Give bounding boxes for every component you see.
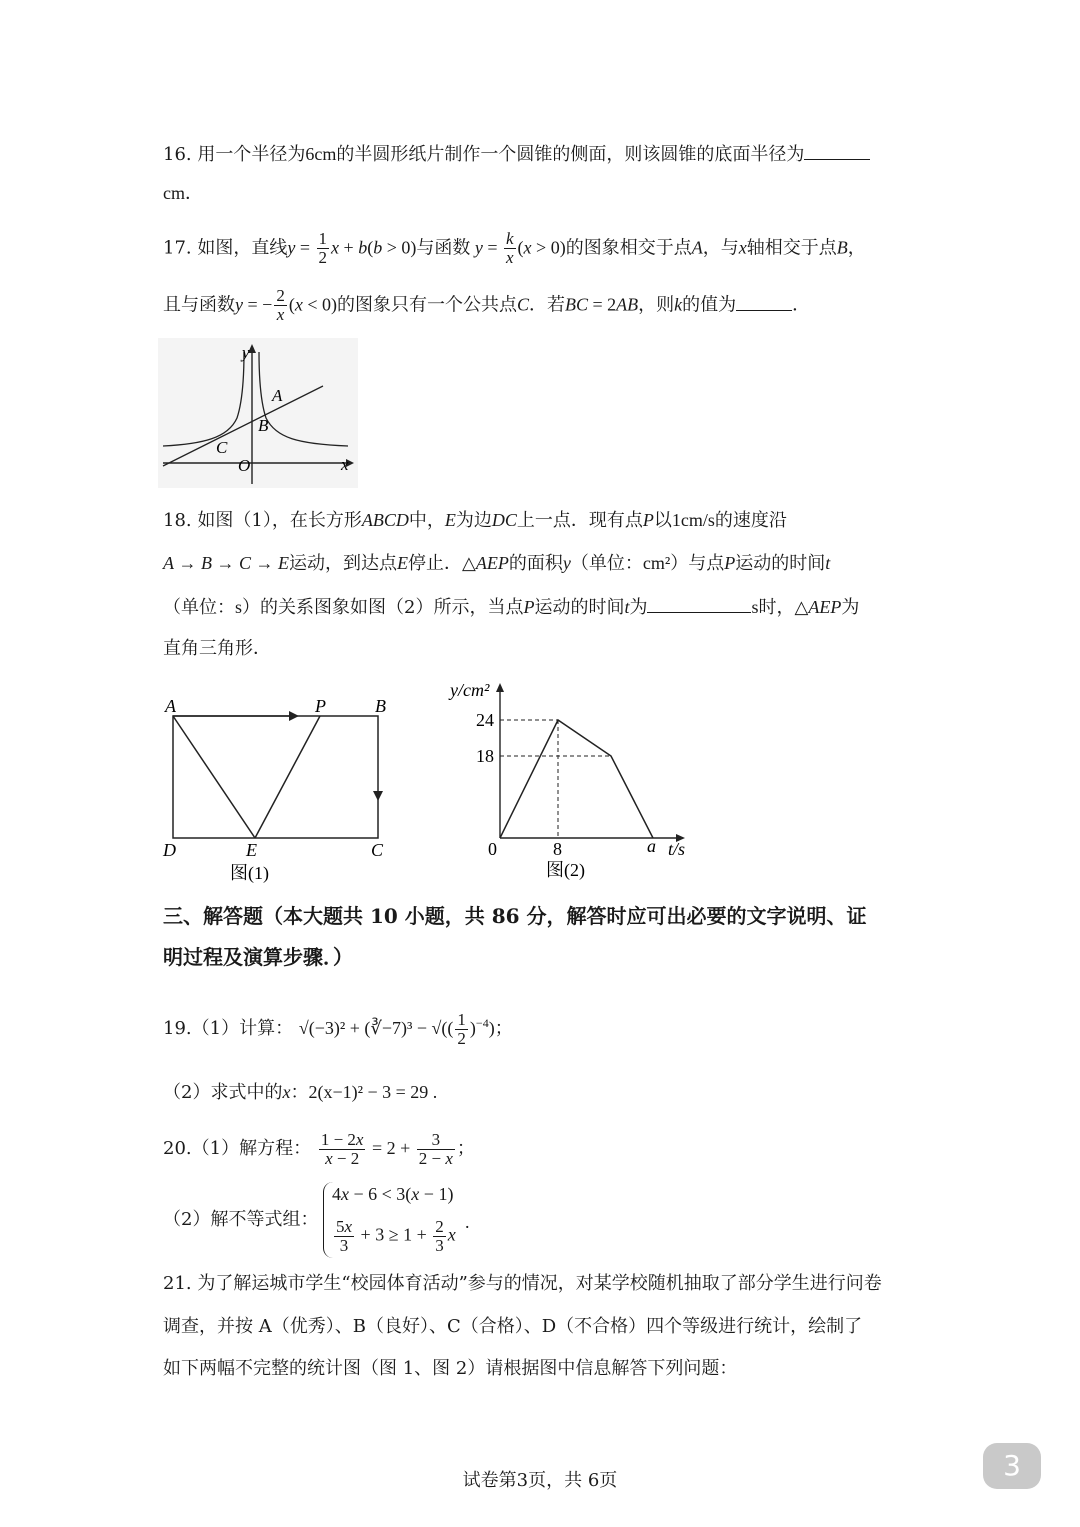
- q17-text-f: 且与函数: [163, 294, 235, 316]
- q17-number: 17.: [163, 237, 192, 259]
- q21-line2: 调查，并按 A（优秀）、B（良好）、C（合格）、D（不合格）四个等级进行统计，绘制了: [163, 1316, 863, 1337]
- q18-number: 18.: [163, 510, 192, 531]
- fig17-label-c: C: [216, 438, 228, 457]
- fig17-label-b: B: [258, 416, 269, 435]
- q20-number: 20.: [163, 1138, 192, 1159]
- q18-text-o: 运动的时间: [534, 597, 625, 618]
- q16-line2: [163, 181, 203, 206]
- q21-text-1: 为了解运城市学生“校园体育活动”参与的情况，对某学校随机抽取了部分学生进行问卷: [197, 1273, 882, 1294]
- fig17-label-y: y: [242, 343, 250, 362]
- q17-text-e: 轴相交于点: [746, 237, 837, 259]
- q18-line2: A → B → C → E运动，到达点E停止．△AEP的面积y（单位：cm²）与点P运动的时间t: [163, 553, 831, 574]
- q20-line1: 20.（1）解方程： $\frac{1 - 2x}{x - 2}$ = 2 + $\frac{3}{2 - x}$ ；: [163, 1129, 475, 1168]
- fig1-label-c: C: [371, 840, 384, 860]
- q17-text-g: 的图象只有一个公共点: [336, 294, 517, 316]
- fig2-tick-24: 24: [476, 710, 494, 730]
- q18-time-unit-2: s: [751, 597, 759, 617]
- fig2-caption: 图(2): [546, 860, 585, 880]
- fig1-label-d: D: [163, 840, 176, 860]
- q19-number: 19.: [163, 1018, 192, 1039]
- q19-part2-colon: ：: [290, 1082, 309, 1103]
- q18-text-j: （单位：: [570, 553, 643, 574]
- q20-part1-label: （1）解方程：: [191, 1138, 312, 1159]
- q18-text-i: 的面积: [508, 553, 563, 574]
- q16-text-a: 用一个半径为: [197, 144, 306, 165]
- q19-equation: 2(x−1)² − 3 = 29: [308, 1082, 429, 1102]
- q18-line1: 18. 如图（1），在长方形ABCD中，E为边DC上一点．现有点P以1cm/s的速度沿: [163, 510, 787, 531]
- page-number-badge[interactable]: 3: [983, 1443, 1041, 1489]
- q16-unit: cm．: [163, 183, 203, 203]
- q18-text-p: 为: [629, 597, 648, 618]
- q18-area-unit: cm²: [642, 553, 671, 573]
- q18-text-r: 为: [841, 597, 860, 618]
- q17-text-b: 与函数: [416, 237, 471, 259]
- fig1-caption: 图(1): [230, 863, 269, 883]
- q17-text-h: ．若: [528, 294, 565, 316]
- q20-frac-right: $\frac{3}{2 - x}$: [418, 1129, 453, 1168]
- fig2-t-label: t/s: [668, 839, 686, 859]
- fig2-tick-8: 8: [553, 839, 562, 859]
- q17-text-c: 的图象相交于点: [565, 237, 692, 259]
- q18-text-f: 的速度沿: [714, 510, 787, 531]
- q17-text-j: 的值为: [682, 294, 737, 316]
- q18-answer-blank[interactable]: [647, 594, 751, 613]
- q18-time-unit: s: [235, 597, 243, 617]
- q17-text-a: 如图，直线: [197, 237, 288, 259]
- q18-text-s: 直角三角形．: [163, 638, 271, 659]
- q18-text-e: 以: [653, 510, 672, 531]
- q20-part2-label: （2）解不等式组：: [163, 1209, 319, 1230]
- q19-expression: √(−3)² + (∛−7)³ − √(( $\frac{1}{2}$ )$^{-4}$): [298, 1010, 495, 1049]
- q16-line1: [163, 141, 870, 167]
- q18-text-n: ）的关系图象如图（2）所示，当点: [242, 597, 524, 618]
- fraction-1-2: $\frac{1}{2}$: [318, 229, 328, 267]
- fig1-label-b: B: [375, 696, 386, 716]
- q17-end: ．: [792, 294, 811, 316]
- q18-text-l: 运动的时间: [735, 553, 826, 574]
- fig2-tick-0: 0: [488, 839, 497, 859]
- q17-figure: [158, 338, 358, 488]
- q21-number: 21.: [163, 1273, 192, 1294]
- q18-text-k: ）与点: [670, 553, 725, 574]
- fig1-label-e: E: [246, 840, 257, 860]
- q19-part1-label: （1）计算：: [191, 1018, 294, 1039]
- q18-text-h: 停止．△: [408, 553, 476, 574]
- q17-line1: 17. 如图，直线y = $\frac{1}{2}$ x + b(b > 0)与函数 y = $\frac{k}{x}$ (x > 0)的图象相交于点A，与x轴相交于点B，: [163, 229, 866, 267]
- q18-text-m: （单位：: [163, 597, 235, 618]
- q20-frac-left: $\frac{1 - 2x}{x - 2}$: [320, 1129, 364, 1168]
- q18-line4: [163, 637, 271, 661]
- q17-text-i: ，则: [638, 294, 675, 316]
- q18-speed: 1cm/s: [671, 510, 715, 530]
- fraction-2-x: $\frac{2}{x}$: [276, 286, 285, 324]
- q18-line3: （单位：s）的关系图象如图（2）所示，当点P运动的时间t为 s时，△AEP为: [163, 594, 859, 620]
- q17-answer-blank[interactable]: [736, 292, 792, 311]
- q18-text-q: 时，△: [758, 597, 809, 618]
- q18-rect-name: ABCD: [361, 510, 409, 530]
- q16-text-b: 的半圆形纸片制作一个圆锥的侧面，则该圆锥的底面半径为: [336, 144, 805, 165]
- fig17-label-a: A: [272, 386, 283, 405]
- section3-heading-line2: 明过程及演算步骤．）: [163, 945, 353, 969]
- fig2-tick-18: 18: [476, 746, 494, 766]
- page-footer: 试卷第3页，共 6页: [462, 1470, 618, 1491]
- section3-heading-line1: 三、解答题（本大题共 10 小题，共 86 分，解答时应可出必要的文字说明、证: [163, 904, 867, 928]
- q18-text-a: 如图（1），在长方形: [197, 510, 362, 531]
- fig17-label-o: O: [238, 456, 251, 475]
- q16-answer-blank[interactable]: [804, 141, 870, 160]
- q17-line2: 且与函数y = − $\frac{2}{x}$ (x < 0)的图象只有一个公共点C．若BC = 2AB，则k的值为 ．: [163, 286, 811, 324]
- fig17-label-x: x: [341, 455, 349, 474]
- q21-line3: 如下两幅不完整的统计图（图 1、图 2）请根据图中信息解答下列问题：: [163, 1358, 738, 1379]
- q16-radius: 6cm: [305, 144, 337, 164]
- q18-text-d: 上一点．现有点: [516, 510, 643, 531]
- q19-line1: 19.（1）计算： √(−3)² + (∛−7)³ − √(( $\frac{1}{2}$ )$^{-4}$)；: [163, 1010, 513, 1049]
- fig2-tick-a: a: [647, 836, 656, 856]
- q18-figure-2: [448, 672, 708, 887]
- q16-number: 16.: [163, 144, 192, 165]
- q18-text-g: 运动，到达点: [289, 553, 398, 574]
- q18-text-b: 中，: [408, 510, 445, 531]
- fig1-label-p: P: [315, 696, 326, 716]
- fig2-y-label: y/cm²: [450, 680, 490, 700]
- q20-inequality-system: 4x − 6 < 3(x − 1) $\frac{5x}{3}$ + 3 ≥ 1 + $\frac{2}{3}$ x: [323, 1182, 472, 1258]
- q19-part2-label: （2）求式中的: [163, 1082, 283, 1103]
- q19-line2: （2）求式中的x：2(x−1)² − 3 = 29 .: [163, 1082, 438, 1103]
- fig1-label-a: A: [165, 696, 176, 716]
- q18-figure-1: [158, 690, 398, 890]
- q17-text-d: ，与: [702, 237, 739, 259]
- q18-text-c: 为边: [455, 510, 492, 531]
- fraction-k-x: $\frac{k}{x}$: [506, 229, 514, 267]
- q21-line1: [163, 1272, 882, 1296]
